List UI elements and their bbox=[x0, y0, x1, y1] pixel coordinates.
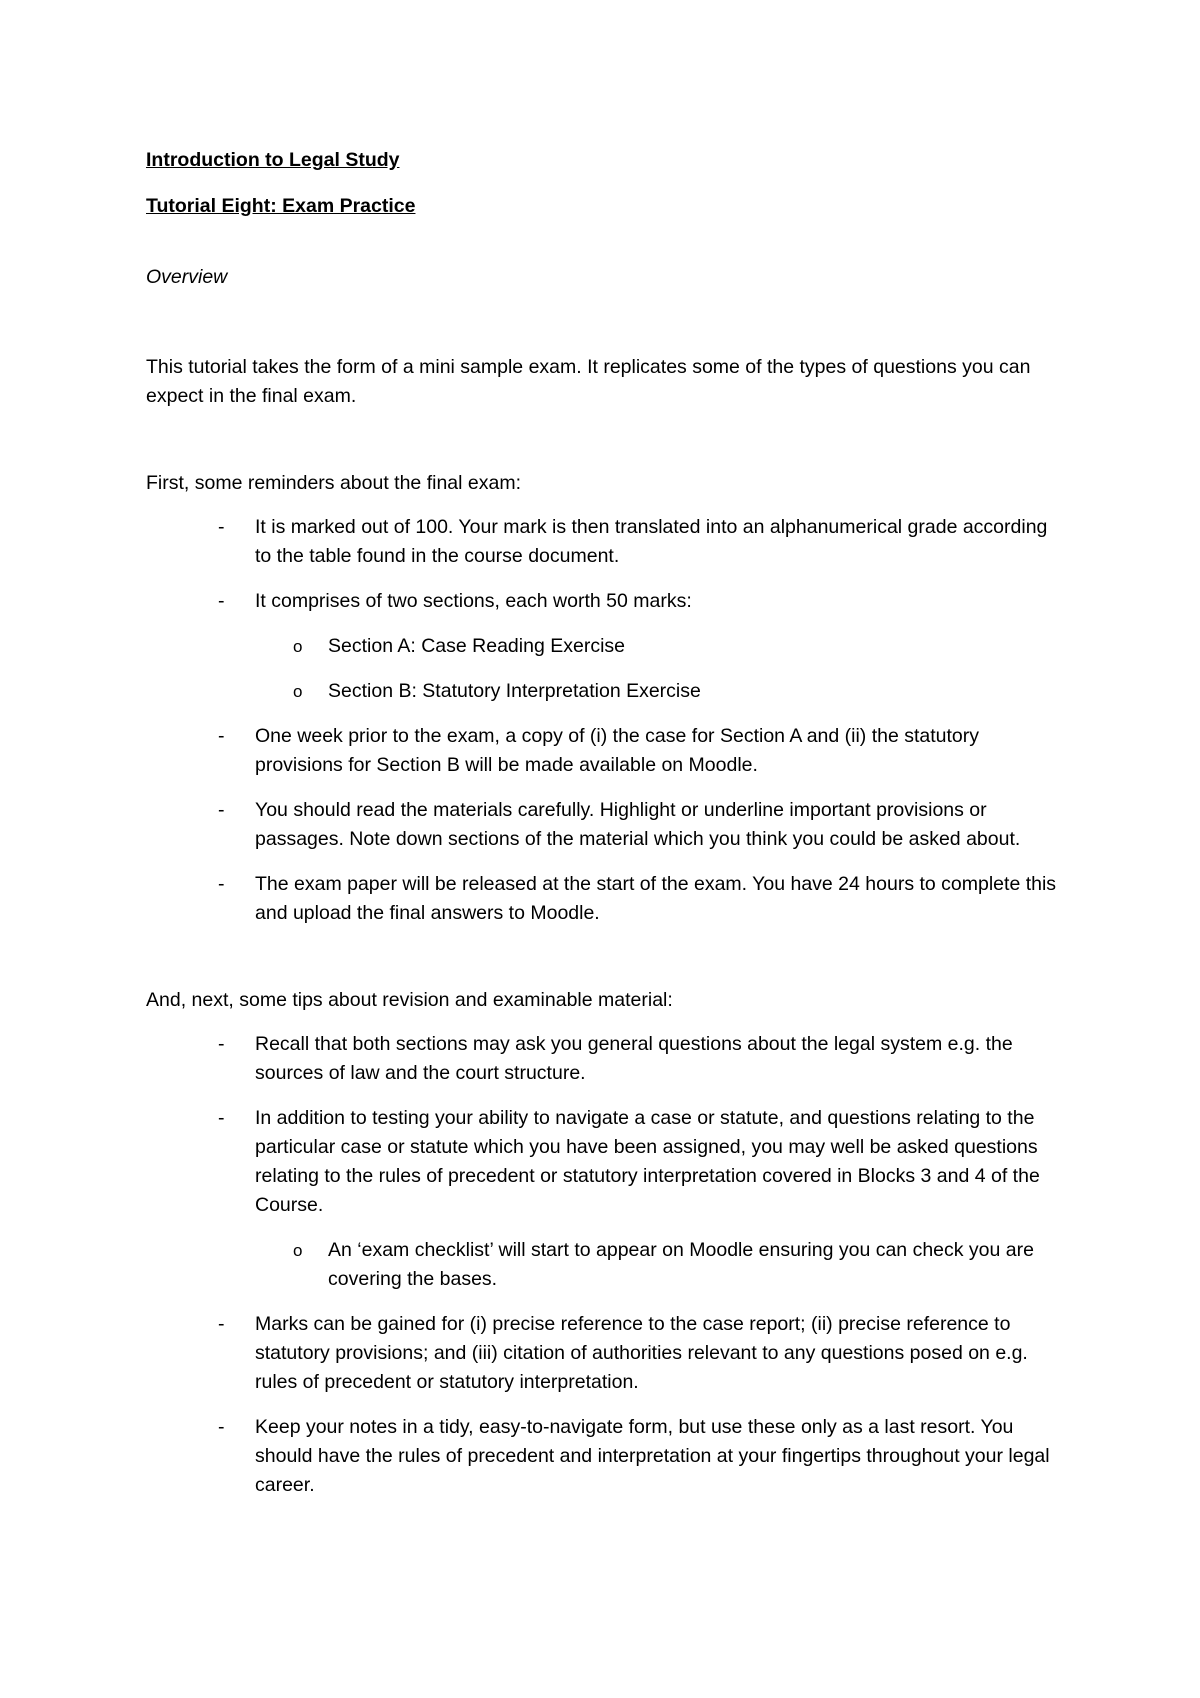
list-item-text: Marks can be gained for (i) precise reference to the case report; (ii) precise reference to statutory provisions; and (iii) citation of authorities relevant to any questions posed on e.g. rules of precedent or statutory interpretation. bbox=[255, 1313, 1028, 1393]
sublist-item bbox=[255, 677, 1066, 706]
course-title: Introduction to Legal Study bbox=[146, 149, 400, 171]
list-item bbox=[146, 1413, 1066, 1500]
circle-marker: o bbox=[293, 1241, 303, 1260]
dash-marker: - bbox=[218, 725, 225, 747]
list-item bbox=[146, 1030, 1066, 1088]
list-item-text: You should read the materials carefully. Highlight or underline important provisions or passages. Note down sections of the material which you think you could be asked about. bbox=[255, 799, 1021, 850]
tips-list bbox=[146, 1030, 1066, 1500]
dash-marker: - bbox=[218, 590, 225, 612]
dash-marker: - bbox=[218, 1416, 225, 1438]
sublist-item bbox=[255, 1236, 1066, 1294]
list-item bbox=[146, 1310, 1066, 1397]
list-item-text: It comprises of two sections, each worth 50 marks: bbox=[255, 590, 692, 612]
list-item bbox=[146, 722, 1066, 780]
intro-paragraph: This tutorial takes the form of a mini sample exam. It replicates some of the types of questions you can expect in the final exam. bbox=[146, 356, 1031, 407]
list-item bbox=[146, 870, 1066, 928]
dash-marker: - bbox=[218, 1313, 225, 1335]
dash-marker: - bbox=[218, 799, 225, 821]
sublist-item bbox=[255, 632, 1066, 661]
dash-marker: - bbox=[218, 516, 225, 538]
list-item bbox=[146, 513, 1066, 571]
reminders-heading: First, some reminders about the final exam: bbox=[146, 472, 521, 494]
reminders-list bbox=[146, 513, 1066, 928]
dash-marker: - bbox=[218, 1033, 225, 1055]
document-page bbox=[146, 146, 1066, 1516]
list-item-text: One week prior to the exam, a copy of (i) the case for Section A and (ii) the statutory provisions for Section B will be made available on Moodle. bbox=[255, 725, 980, 776]
circle-marker: o bbox=[293, 682, 303, 701]
list-item-text: Keep your notes in a tidy, easy-to-navigate form, but use these only as a last resort. You should have the rules of precedent and interpretation at your fingertips throughout your legal career. bbox=[255, 1416, 1050, 1496]
tutorial-title: Tutorial Eight: Exam Practice bbox=[146, 195, 416, 217]
dash-marker: - bbox=[218, 873, 225, 895]
checklist-sublist bbox=[255, 1236, 1066, 1294]
overview-label: Overview bbox=[146, 266, 228, 288]
circle-marker: o bbox=[293, 637, 303, 656]
list-item-text: In addition to testing your ability to navigate a case or statute, and questions relating to the particular case or statute which you have been assigned, you may well be asked questions relating to the rules of precedent or statutory interpretation covered in Blocks 3 and 4 of the Course. bbox=[255, 1107, 1040, 1216]
list-item bbox=[146, 587, 1066, 706]
list-item bbox=[146, 1104, 1066, 1294]
sublist-item-text: Section B: Statutory Interpretation Exercise bbox=[328, 680, 701, 702]
sublist-item-text: Section A: Case Reading Exercise bbox=[328, 635, 625, 657]
dash-marker: - bbox=[218, 1107, 225, 1129]
sublist-item-text: An ‘exam checklist’ will start to appear on Moodle ensuring you can check you are covering the bases. bbox=[328, 1239, 1034, 1290]
list-item bbox=[146, 796, 1066, 854]
list-item-text: It is marked out of 100. Your mark is then translated into an alphanumerical grade according to the table found in the course document. bbox=[255, 516, 1048, 567]
sections-sublist bbox=[255, 632, 1066, 706]
list-item-text: Recall that both sections may ask you general questions about the legal system e.g. the sources of law and the court structure. bbox=[255, 1033, 1013, 1084]
tips-heading: And, next, some tips about revision and examinable material: bbox=[146, 989, 673, 1011]
list-item-text: The exam paper will be released at the start of the exam. You have 24 hours to complete this and upload the final answers to Moodle. bbox=[255, 873, 1057, 924]
